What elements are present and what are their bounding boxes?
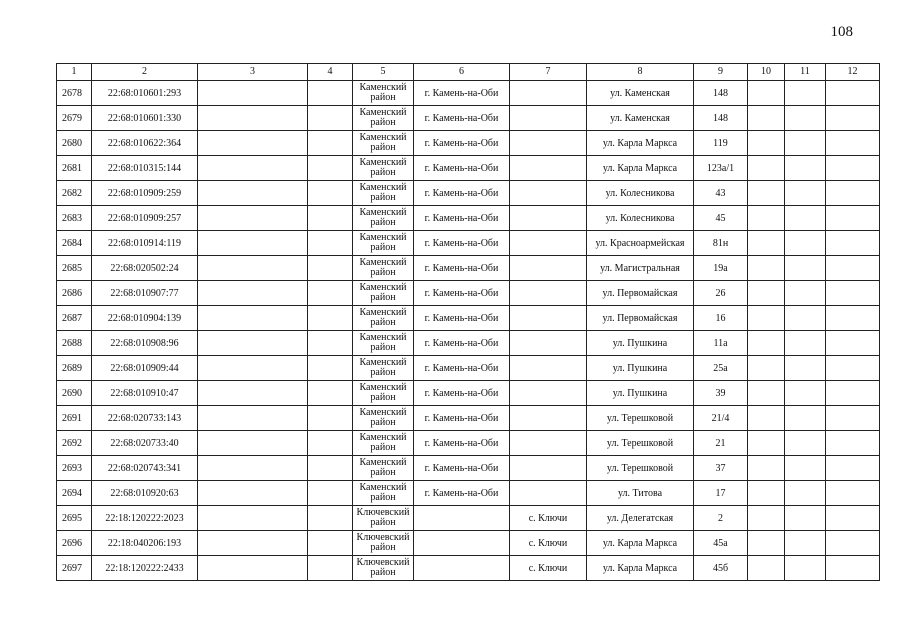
table-cell: 2686 xyxy=(57,281,92,306)
table-cell xyxy=(198,481,308,506)
table-cell: г. Камень-на-Оби xyxy=(414,356,510,381)
table-cell: Ключевский район xyxy=(353,531,414,556)
table-cell: 11а xyxy=(694,331,748,356)
table-cell: 123а/1 xyxy=(694,156,748,181)
table-cell xyxy=(510,331,587,356)
table-cell: ул. Карла Маркса xyxy=(587,131,694,156)
table-cell: 21/4 xyxy=(694,406,748,431)
table-cell xyxy=(308,256,353,281)
table-cell: ул. Карла Маркса xyxy=(587,156,694,181)
table-cell xyxy=(748,256,785,281)
table-cell xyxy=(308,381,353,406)
table-row xyxy=(57,406,880,431)
table-cell xyxy=(826,281,880,306)
table-cell xyxy=(785,256,826,281)
table-cell: 22:68:020733:143 xyxy=(92,406,198,431)
table-cell: ул. Титова xyxy=(587,481,694,506)
table-cell xyxy=(748,181,785,206)
table-row xyxy=(57,256,880,281)
table-cell xyxy=(198,131,308,156)
table-cell: 22:18:120222:2023 xyxy=(92,506,198,531)
table-cell: Каменский район xyxy=(353,406,414,431)
column-header: 3 xyxy=(198,64,308,81)
column-header: 7 xyxy=(510,64,587,81)
table-cell: Каменский район xyxy=(353,331,414,356)
table-cell: 2692 xyxy=(57,431,92,456)
table-cell xyxy=(510,106,587,131)
table-cell xyxy=(785,456,826,481)
table-cell xyxy=(826,356,880,381)
table-cell xyxy=(785,531,826,556)
table-cell xyxy=(198,331,308,356)
table-cell xyxy=(198,456,308,481)
table-cell xyxy=(510,181,587,206)
table-cell xyxy=(748,531,785,556)
table-cell: ул. Карла Маркса xyxy=(587,556,694,581)
table-cell: г. Камень-на-Оби xyxy=(414,231,510,256)
table-cell: 2685 xyxy=(57,256,92,281)
table-row xyxy=(57,431,880,456)
table-cell: г. Камень-на-Оби xyxy=(414,281,510,306)
table-cell xyxy=(785,131,826,156)
table-row xyxy=(57,106,880,131)
table-row xyxy=(57,381,880,406)
table-cell xyxy=(785,356,826,381)
table-cell xyxy=(785,106,826,131)
table-cell xyxy=(785,406,826,431)
table-cell: ул. Первомайская xyxy=(587,306,694,331)
table-cell: 25а xyxy=(694,356,748,381)
table-cell: г. Камень-на-Оби xyxy=(414,131,510,156)
table-header xyxy=(57,64,880,81)
table-cell: Ключевский район xyxy=(353,506,414,531)
table-cell xyxy=(414,531,510,556)
table-cell: ул. Колесникова xyxy=(587,206,694,231)
table-cell xyxy=(510,406,587,431)
table-cell: Каменский район xyxy=(353,156,414,181)
table-cell xyxy=(748,456,785,481)
table-cell xyxy=(748,306,785,331)
table-row xyxy=(57,556,880,581)
table-cell xyxy=(748,556,785,581)
table-cell: 17 xyxy=(694,481,748,506)
table-cell: 39 xyxy=(694,381,748,406)
table-cell: 22:68:010601:293 xyxy=(92,81,198,106)
table-cell: Каменский район xyxy=(353,131,414,156)
table-cell xyxy=(198,381,308,406)
table-cell: 148 xyxy=(694,81,748,106)
table-row xyxy=(57,356,880,381)
table-cell xyxy=(308,131,353,156)
table-cell xyxy=(826,231,880,256)
table-row xyxy=(57,481,880,506)
table-cell xyxy=(826,131,880,156)
table-cell xyxy=(414,556,510,581)
column-header: 5 xyxy=(353,64,414,81)
table-cell: 2696 xyxy=(57,531,92,556)
page-number: 108 xyxy=(830,24,853,40)
table-row xyxy=(57,506,880,531)
table-cell xyxy=(510,231,587,256)
table-cell xyxy=(308,206,353,231)
table-cell xyxy=(826,306,880,331)
table-cell: 26 xyxy=(694,281,748,306)
table-cell xyxy=(198,431,308,456)
table-cell: Каменский район xyxy=(353,381,414,406)
table-cell xyxy=(826,156,880,181)
table-cell xyxy=(748,206,785,231)
table-cell xyxy=(785,206,826,231)
table-cell: 22:68:010914:119 xyxy=(92,231,198,256)
table-cell xyxy=(510,281,587,306)
table-cell xyxy=(510,256,587,281)
table-cell: г. Камень-на-Оби xyxy=(414,381,510,406)
table-cell: 2689 xyxy=(57,356,92,381)
table-cell: г. Камень-на-Оби xyxy=(414,481,510,506)
table-cell: 2679 xyxy=(57,106,92,131)
table-row xyxy=(57,231,880,256)
table-cell: 2693 xyxy=(57,456,92,481)
table-cell: с. Ключи xyxy=(510,506,587,531)
table-cell: ул. Терешковой xyxy=(587,456,694,481)
table-cell: 148 xyxy=(694,106,748,131)
table-cell xyxy=(198,206,308,231)
table-cell: Каменский район xyxy=(353,181,414,206)
table-cell xyxy=(748,231,785,256)
table-cell: ул. Магистральная xyxy=(587,256,694,281)
table-cell xyxy=(748,156,785,181)
table-cell: 19а xyxy=(694,256,748,281)
table-cell: Каменский район xyxy=(353,281,414,306)
table-cell xyxy=(510,156,587,181)
table-cell xyxy=(826,181,880,206)
table-cell xyxy=(748,356,785,381)
table-cell xyxy=(510,81,587,106)
table-cell: г. Камень-на-Оби xyxy=(414,456,510,481)
table-cell: ул. Красноармейская xyxy=(587,231,694,256)
table-cell xyxy=(785,506,826,531)
table-cell: 22:68:020502:24 xyxy=(92,256,198,281)
table-cell xyxy=(198,406,308,431)
table-cell xyxy=(826,206,880,231)
table-cell xyxy=(198,281,308,306)
table-cell: ул. Пушкина xyxy=(587,381,694,406)
table-cell: ул. Первомайская xyxy=(587,281,694,306)
column-header: 9 xyxy=(694,64,748,81)
table-cell: 22:68:020733:40 xyxy=(92,431,198,456)
table-cell: 2697 xyxy=(57,556,92,581)
table-cell xyxy=(308,356,353,381)
table-cell xyxy=(748,406,785,431)
table-row xyxy=(57,306,880,331)
table-cell xyxy=(308,306,353,331)
table-cell xyxy=(785,431,826,456)
table-cell xyxy=(785,381,826,406)
table-row xyxy=(57,81,880,106)
table-cell xyxy=(198,181,308,206)
table-cell xyxy=(510,306,587,331)
table-cell xyxy=(826,331,880,356)
table-cell: 22:68:010909:257 xyxy=(92,206,198,231)
table-cell xyxy=(308,481,353,506)
table-cell xyxy=(826,81,880,106)
table-cell xyxy=(198,256,308,281)
registry-table xyxy=(56,63,880,581)
table-row xyxy=(57,531,880,556)
table-cell: ул. Колесникова xyxy=(587,181,694,206)
table-cell xyxy=(785,306,826,331)
table-cell: г. Камень-на-Оби xyxy=(414,206,510,231)
table-cell: 119 xyxy=(694,131,748,156)
table-cell xyxy=(308,156,353,181)
table-row xyxy=(57,331,880,356)
table-cell xyxy=(198,506,308,531)
table-cell xyxy=(308,181,353,206)
table-cell: 22:68:010908:96 xyxy=(92,331,198,356)
table-cell: 45 xyxy=(694,206,748,231)
table-cell xyxy=(308,406,353,431)
table-cell: 2687 xyxy=(57,306,92,331)
column-header: 1 xyxy=(57,64,92,81)
table-cell xyxy=(510,431,587,456)
table-cell: 22:68:010909:259 xyxy=(92,181,198,206)
column-header: 4 xyxy=(308,64,353,81)
table-cell: 22:68:010920:63 xyxy=(92,481,198,506)
table-cell xyxy=(510,381,587,406)
table-cell xyxy=(785,281,826,306)
table-cell: Каменский район xyxy=(353,306,414,331)
table-cell xyxy=(510,456,587,481)
column-header: 8 xyxy=(587,64,694,81)
table-cell xyxy=(785,481,826,506)
table-cell xyxy=(826,406,880,431)
table-cell: ул. Пушкина xyxy=(587,356,694,381)
table-cell: 22:18:040206:193 xyxy=(92,531,198,556)
table-cell: 2691 xyxy=(57,406,92,431)
table-cell: с. Ключи xyxy=(510,556,587,581)
table-cell: Каменский район xyxy=(353,481,414,506)
table-cell: 45а xyxy=(694,531,748,556)
table-cell: Каменский район xyxy=(353,356,414,381)
table-cell xyxy=(785,331,826,356)
table-cell xyxy=(510,356,587,381)
table-cell: 43 xyxy=(694,181,748,206)
table-row xyxy=(57,131,880,156)
table-cell xyxy=(785,181,826,206)
table-row xyxy=(57,456,880,481)
table-cell xyxy=(748,506,785,531)
table-cell xyxy=(198,231,308,256)
header-row xyxy=(57,64,880,81)
table-cell xyxy=(826,456,880,481)
table-cell xyxy=(826,106,880,131)
table-cell: 2681 xyxy=(57,156,92,181)
table-cell: г. Камень-на-Оби xyxy=(414,256,510,281)
column-header: 10 xyxy=(748,64,785,81)
table-cell xyxy=(308,331,353,356)
table-cell xyxy=(308,281,353,306)
table-cell xyxy=(785,556,826,581)
table-cell xyxy=(826,506,880,531)
table-cell: г. Камень-на-Оби xyxy=(414,306,510,331)
table-cell xyxy=(198,81,308,106)
table-cell xyxy=(198,306,308,331)
table-cell: 21 xyxy=(694,431,748,456)
table-cell xyxy=(748,281,785,306)
table-cell: 22:68:020743:341 xyxy=(92,456,198,481)
column-header: 11 xyxy=(785,64,826,81)
table-cell: 2683 xyxy=(57,206,92,231)
table-cell xyxy=(785,231,826,256)
table-cell xyxy=(308,456,353,481)
table-cell xyxy=(510,206,587,231)
table-cell: 81н xyxy=(694,231,748,256)
table-cell xyxy=(748,381,785,406)
table-cell xyxy=(308,531,353,556)
table-cell xyxy=(785,156,826,181)
table-cell xyxy=(826,381,880,406)
table-cell: 2680 xyxy=(57,131,92,156)
table-cell: Каменский район xyxy=(353,106,414,131)
table-cell xyxy=(785,81,826,106)
table-cell: Ключевский район xyxy=(353,556,414,581)
table-cell xyxy=(308,231,353,256)
column-header: 2 xyxy=(92,64,198,81)
table-cell xyxy=(748,331,785,356)
table-cell xyxy=(748,81,785,106)
table-row xyxy=(57,181,880,206)
table-cell xyxy=(748,481,785,506)
table-cell: 22:68:010907:77 xyxy=(92,281,198,306)
table-cell: 22:68:010622:364 xyxy=(92,131,198,156)
table-cell: Каменский район xyxy=(353,231,414,256)
table-cell xyxy=(308,431,353,456)
table-cell: г. Камень-на-Оби xyxy=(414,181,510,206)
table-cell: 2684 xyxy=(57,231,92,256)
table-row xyxy=(57,156,880,181)
table-cell: ул. Терешковой xyxy=(587,406,694,431)
table-row xyxy=(57,206,880,231)
table-cell: ул. Пушкина xyxy=(587,331,694,356)
table-cell: ул. Карла Маркса xyxy=(587,531,694,556)
table-cell: г. Камень-на-Оби xyxy=(414,431,510,456)
table-cell: 2688 xyxy=(57,331,92,356)
table-cell: 2678 xyxy=(57,81,92,106)
table-cell: Каменский район xyxy=(353,81,414,106)
table-cell: 45б xyxy=(694,556,748,581)
table-cell: с. Ключи xyxy=(510,531,587,556)
table-row xyxy=(57,281,880,306)
table-cell: 22:68:010909:44 xyxy=(92,356,198,381)
table-cell xyxy=(826,481,880,506)
table-cell xyxy=(308,106,353,131)
table-cell xyxy=(748,106,785,131)
table-cell: 37 xyxy=(694,456,748,481)
table-cell xyxy=(198,356,308,381)
table-body xyxy=(57,81,880,581)
table-cell xyxy=(826,531,880,556)
table-cell: 16 xyxy=(694,306,748,331)
table-cell xyxy=(748,131,785,156)
table-cell: г. Камень-на-Оби xyxy=(414,81,510,106)
table-cell xyxy=(748,431,785,456)
table-cell: г. Камень-на-Оби xyxy=(414,156,510,181)
table-cell: 2690 xyxy=(57,381,92,406)
table-cell: 22:68:010904:139 xyxy=(92,306,198,331)
table-cell: 2695 xyxy=(57,506,92,531)
table-cell: г. Камень-на-Оби xyxy=(414,406,510,431)
table-cell: 22:68:010315:144 xyxy=(92,156,198,181)
table-cell: г. Камень-на-Оби xyxy=(414,106,510,131)
table-cell: Каменский район xyxy=(353,431,414,456)
table-cell xyxy=(308,556,353,581)
table-cell xyxy=(198,106,308,131)
table-cell: 2694 xyxy=(57,481,92,506)
table-cell: 22:68:010601:330 xyxy=(92,106,198,131)
table-cell: ул. Каменская xyxy=(587,81,694,106)
table-cell xyxy=(510,481,587,506)
table-cell xyxy=(198,156,308,181)
table-cell: ул. Делегатская xyxy=(587,506,694,531)
table-cell xyxy=(308,506,353,531)
table-cell xyxy=(414,506,510,531)
table-cell: 2682 xyxy=(57,181,92,206)
table-cell: ул. Терешковой xyxy=(587,431,694,456)
table-cell: ул. Каменская xyxy=(587,106,694,131)
table-cell xyxy=(826,256,880,281)
table-cell xyxy=(198,531,308,556)
table-cell xyxy=(198,556,308,581)
table-cell xyxy=(826,431,880,456)
table-cell: Каменский район xyxy=(353,256,414,281)
table-cell: Каменский район xyxy=(353,206,414,231)
table-cell xyxy=(308,81,353,106)
table-cell xyxy=(510,131,587,156)
table-cell: 2 xyxy=(694,506,748,531)
column-header: 6 xyxy=(414,64,510,81)
column-header: 12 xyxy=(826,64,880,81)
table-cell: 22:18:120222:2433 xyxy=(92,556,198,581)
table-cell: Каменский район xyxy=(353,456,414,481)
table-cell: г. Камень-на-Оби xyxy=(414,331,510,356)
table-cell: 22:68:010910:47 xyxy=(92,381,198,406)
table-cell xyxy=(826,556,880,581)
